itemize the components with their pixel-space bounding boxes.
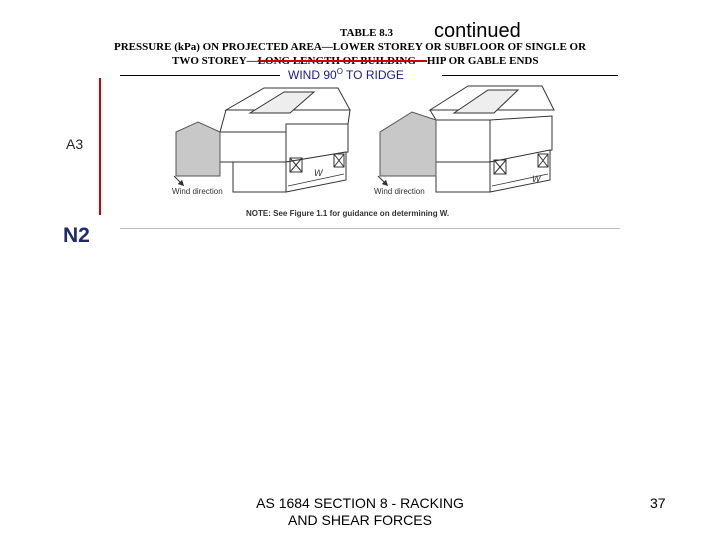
- figure-note: NOTE: See Figure 1.1 for guidance on determining W.: [246, 209, 450, 218]
- wind-arrow-left: [174, 176, 182, 184]
- building-figure-left: [168, 80, 368, 200]
- wind-rule-right: [442, 75, 618, 76]
- table-label: TABLE 8.3: [340, 27, 393, 39]
- class-n2-label: N2: [63, 224, 90, 247]
- footer-line2: AND SHEAR FORCES: [288, 512, 432, 528]
- lower-storey-front: [233, 162, 286, 192]
- note-rule: [120, 228, 620, 229]
- footer-title: [250, 495, 470, 529]
- heading-hip-gable: HIP OR GABLE ENDS: [426, 55, 539, 67]
- footer-line1: AS 1684 SECTION 8 - RACKING: [256, 495, 464, 511]
- upper-wall-front: [220, 132, 286, 162]
- upper-wall-front-right: [436, 120, 490, 162]
- red-margin-bar: [99, 78, 101, 215]
- page-number: 37: [650, 495, 666, 511]
- heading-struck-text: LONG LENGTH OF BUILDING—: [257, 55, 427, 67]
- projected-area-shade-right: [380, 112, 436, 176]
- heading-two-storey: TWO STOREY—: [172, 55, 258, 67]
- wind-direction-left: Wind direction: [172, 187, 223, 196]
- table-heading-line1: PRESSURE (kPa) ON PROJECTED AREA—LOWER STOREY OR SUBFLOOR OF SINGLE OR: [114, 41, 587, 53]
- projected-area-shade: [176, 122, 220, 176]
- wind-rule-left: [120, 75, 280, 76]
- wind-label-suffix: TO RIDGE: [342, 68, 404, 82]
- wind-label-prefix: WIND 90: [288, 68, 337, 82]
- wind-label-degree: O: [336, 67, 343, 76]
- dimension-w-right: W: [532, 174, 541, 184]
- table-heading-line2: [172, 55, 538, 67]
- dimension-w-left: W: [314, 168, 323, 178]
- region-a3-label: A3: [66, 136, 84, 152]
- building-figure-right: [372, 80, 572, 200]
- lower-storey-front-right: [436, 162, 490, 192]
- wind-arrow-right: [378, 176, 386, 184]
- continued-label: continued: [434, 20, 521, 42]
- wind-direction-right: Wind direction: [374, 187, 425, 196]
